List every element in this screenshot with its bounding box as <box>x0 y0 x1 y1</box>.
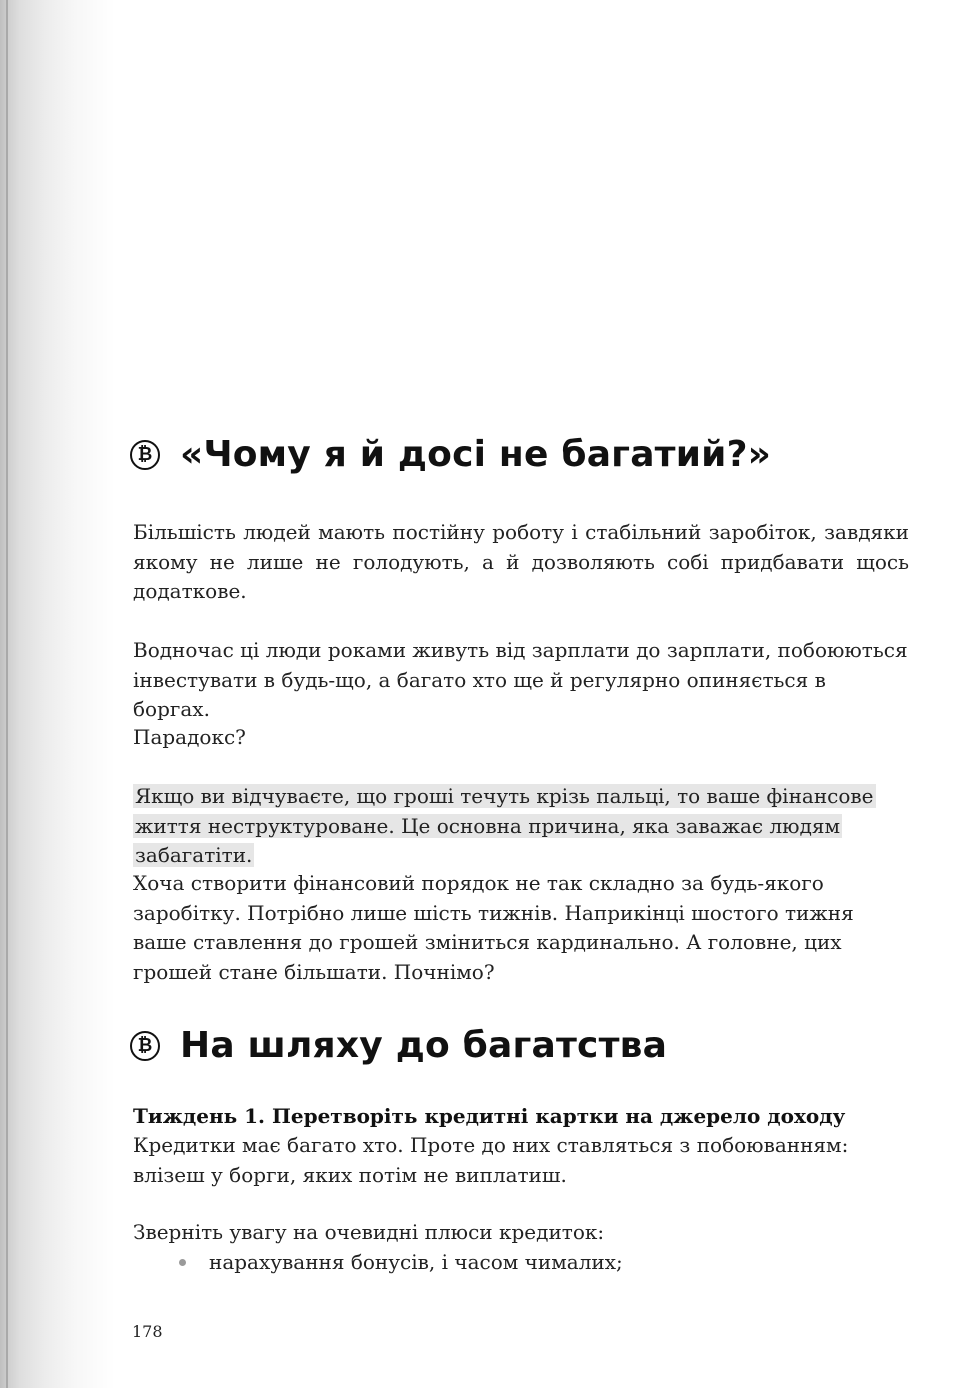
paragraph-paycheck: Водночас ці люди роками живуть від зарплати до зарплати, побоюються інвестувати в будь-що, а багато хто ще й регулярно опиняється в боргах. <box>133 638 908 721</box>
week-1-heading: Тиждень 1. Перетворіть кредитні картки на джерело доходу <box>133 1104 846 1128</box>
paragraph-closing: Хоча створити фінансовий порядок не так складно за будь-якого заробітку. Потрібно лише шість тижнів. Наприкінці шостого тижня ваше ставлення до грошей зміниться кардинально. А головне, цих грошей стане більшати. Почнімо? <box>133 871 854 984</box>
text-highlight: Якщо ви відчуваєте, що гроші течуть крізь пальці, то ваше фінансове життя неструктуроване. Це основна причина, яка заважає людям забагатіти. <box>135 784 874 867</box>
paragraph-credit-cards: Кредитки має багато хто. Проте до них ставляться з побоюванням: влізеш у борги, яких потім не виплатиш. <box>133 1133 849 1187</box>
bitcoin-icon: ₿ <box>130 1031 160 1061</box>
benefits-list <box>133 1248 623 1278</box>
section-heading-why-not-rich <box>130 434 771 475</box>
section-title: На шляху до багатства <box>180 1025 668 1066</box>
list-item-text: нарахування бонусів, і часом чималих; <box>209 1250 623 1274</box>
page-gutter-shadow <box>0 0 115 1388</box>
section-title: «Чому я й досі не багатий?» <box>180 434 772 475</box>
section-heading-path-to-wealth <box>130 1025 667 1066</box>
list-item <box>133 1248 623 1278</box>
bitcoin-icon: ₿ <box>130 440 160 470</box>
paragraph-paradox: Парадокс? <box>133 725 246 749</box>
paragraph-list-intro: Зверніть увагу на очевидні плюси кредиток: <box>133 1220 605 1244</box>
paragraph-intro: Більшість людей мають постійну роботу і стабільний заробіток, завдяки якому не лише не голодують, а й дозволяють собі придбавати щось додаткове. <box>133 520 909 603</box>
page-number: 178 <box>132 1322 163 1341</box>
bullet-icon <box>179 1259 186 1266</box>
highlighted-paragraph <box>133 782 909 871</box>
page-edge-line <box>6 0 8 1388</box>
